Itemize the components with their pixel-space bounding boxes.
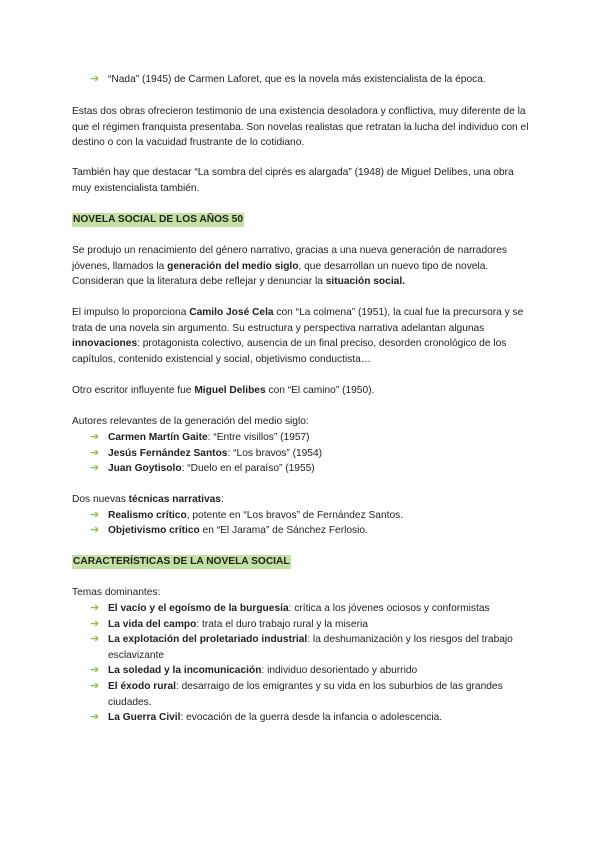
arrow-right-icon: ➔	[90, 447, 100, 459]
arrow-right-icon: ➔	[90, 431, 100, 443]
arrow-right-icon: ➔	[90, 618, 100, 630]
paragraph: Temas dominantes:	[72, 587, 161, 598]
paragraph: Dos nuevas técnicas narrativas:	[72, 494, 224, 505]
arrow-right-icon: ➔	[90, 524, 100, 536]
paragraph: El impulso lo proporciona Camilo José Cela con “La colmena” (1951), la cual fue la precursora y se trata de una novela sin argumento. Su estructura y perspectiva narrativa adelantan algunas innovaciones: protagonista colectivo, ausencia de un final preciso, desorden cronológico de los capítulos, contenido existencial y social, objetivismo conductista…	[72, 307, 524, 365]
arrow-right-icon: ➔	[90, 680, 100, 692]
paragraph: Autores relevantes de la generación del medio siglo:	[72, 416, 309, 427]
arrow-right-icon: ➔	[90, 664, 100, 676]
paragraph: Otro escritor influyente fue Miguel Delibes con “El camino” (1950).	[72, 385, 375, 396]
arrow-right-icon: ➔	[90, 602, 100, 614]
document-page: ➔ “Nada” (1945) de Carmen Laforet, que es la novela más existencialista de la época. Estas dos obras ofrecieron testimonio de una existencia desoladora y conflictiva, muy diferente de la que el régimen franquista presentaba. Son novelas realistas que retratan la lucha del individuo con el destino o con la vacuidad frustrante de lo cotidiano. También hay que destacar “La sombra del ciprés es alargada” (1948) de Miguel Delibes, una obra muy existencialista también. NOVELA SOCIAL DE LOS AÑOS 50 Se produjo un renacimiento del género narrativo, gracias a una nueva generación de narradores jóvenes, llamados la generación del medio siglo, que desarrollan un nuevo tipo de novela. Consideran que la literatura debe reflejar y denunciar la situación social. El impulso lo proporciona Camilo José Cela con “La colmena” (1951), la cual fue la precursora y se trata de una novela sin argumento. Su estructura y perspectiva narrativa adelantan algunas innovaciones: protagonista colectivo, ausencia de un final preciso, desorden cronológico de los capítulos, contenido existencial y social, objetivismo conductista… Otro escritor influyente fue Miguel Delibes con “El camino” (1950). Autores relevantes de la generación del medio siglo: ➔ Carmen Martín Gaite: “Entre visillos” (1957) ➔ Jesús Fernández Santos: “Los bravos” (1954) ➔ Juan Goytisolo: “Duelo en el paraíso” (1955) Dos nuevas técnicas narrativas: ➔ Realismo crítico, potente en “Los bravos” de Fernández Santos. ➔ Objetivismo crítico en “El Jarama” de Sánchez Ferlosio. CARACTERÍSTICAS DE LA NOVELA SOCIAL Temas dominantes: ➔ El vacío y el egoísmo de la burguesía: crítica a los jóvenes ociosos y conformistas ➔ La vida del campo: trata el duro trabajo rural y la miseria ➔ La explotación del proletariado industrial: la deshumanización y los riesgos del trabajo esclavizante ➔ La soledad y la incomunicación: individuo desorientado y aburrido ➔ El éxodo rural: desarraigo de los emigrantes y su vida en los suburbios de las grandes ciudades. ➔ La Guerra Civil: evocación de la guerra desde la infancia o adolescencia.	[0, 0, 600, 848]
paragraph: Se produjo un renacimiento del género narrativo, gracias a una nueva generación de narradores jóvenes, llamados la generación del medio siglo, que desarrollan un nuevo tipo de novela. Consideran que la literatura debe reflejar y denunciar la situación social.	[72, 245, 507, 287]
arrow-right-icon: ➔	[90, 633, 100, 645]
arrow-right-icon: ➔	[90, 462, 100, 474]
arrow-right-icon: ➔	[90, 711, 100, 723]
section-heading: CARACTERÍSTICAS DE LA NOVELA SOCIAL	[73, 556, 290, 567]
section-heading: NOVELA SOCIAL DE LOS AÑOS 50	[73, 214, 244, 225]
arrow-right-icon: ➔	[90, 509, 100, 521]
paragraph: También hay que destacar “La sombra del ciprés es alargada” (1948) de Miguel Delibes, una obra muy existencialista también.	[72, 167, 514, 194]
arrow-right-icon: ➔	[90, 73, 100, 85]
paragraph: Estas dos obras ofrecieron testimonio de una existencia desoladora y conflictiva, muy diferente de la que el régimen franquista presentaba. Son novelas realistas que retratan la lucha del individuo con el destino o con la vacuidad frustrante de lo cotidiano.	[72, 106, 529, 148]
